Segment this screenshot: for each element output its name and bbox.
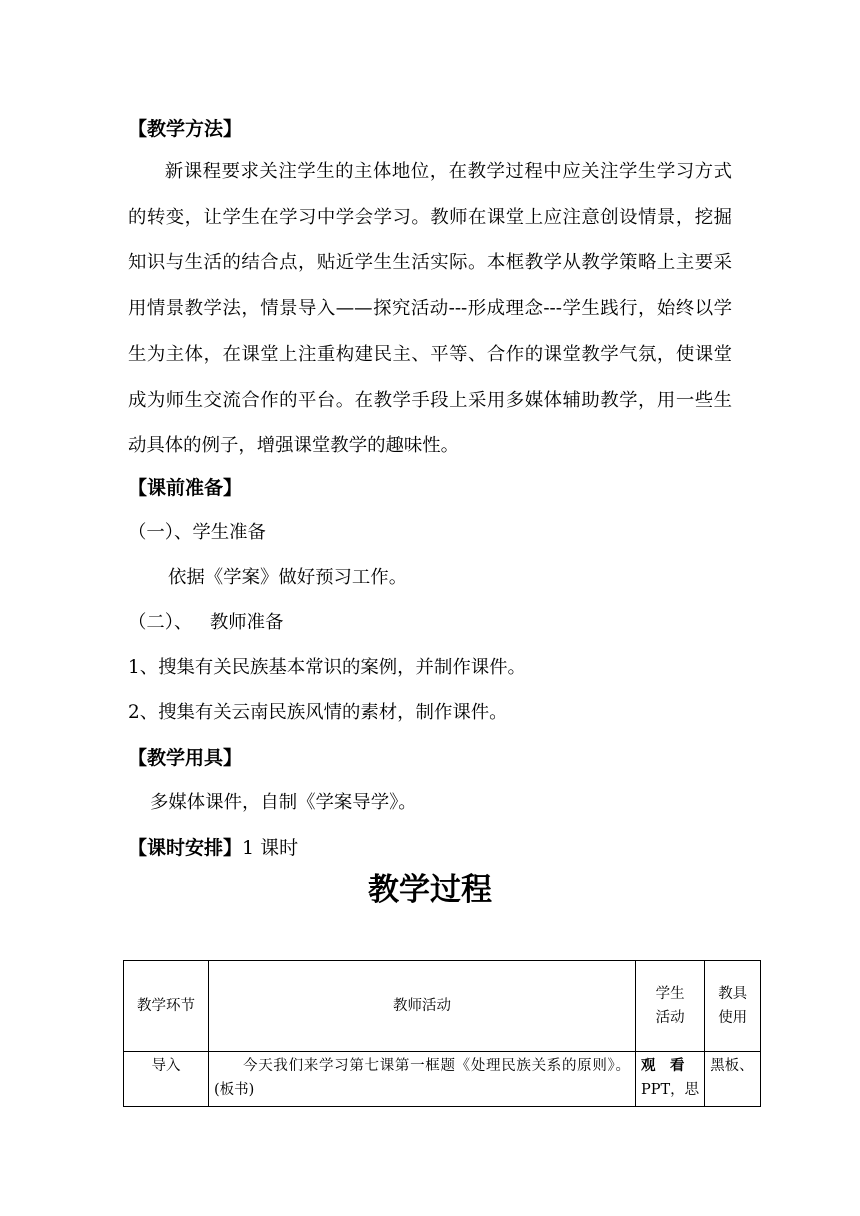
header-stage: 教学环节 (124, 961, 209, 1052)
schedule-text: 1 课时 (242, 837, 299, 859)
schedule-heading: 【课时安排】 (128, 837, 243, 859)
teaching-process-table (123, 960, 761, 1107)
row-teacher-activity-text: 今天我们来学习第七课第一框题《处理民族关系的原则》。(板书) (214, 1058, 630, 1098)
row-student-activity-block (636, 1052, 704, 1104)
teaching-method-heading: 【教学方法】 (128, 118, 243, 140)
row-student-activity-line1: 观 看 (641, 1057, 685, 1074)
teacher-prep-item-2: 2、搜集有关云南民族风情的素材，制作课件。 (128, 702, 508, 723)
teaching-method-paragraph: 新课程要求关注学生的主体地位，在教学过程中应关注学生学习方式的转变，让学生在学习中学会学习。教师在课堂上应注意创设情景，挖掘知识与生活的结合点，贴近学生生活实际。本框教学从教学策略上主要采用情景教学法，情景导入——探究活动---形成理念---学生践行，始终以学生为主体，在课堂上注重构建民主、平等、合作的课堂教学气氛，使课堂成为师生交流合作的平台。在教学手段上采用多媒体辅助教学，用一些生动具体的例子，增强课堂教学的趣味性。 (128, 161, 732, 457)
teaching-tools-heading: 【教学用具】 (128, 747, 243, 769)
header-student-activity (636, 961, 705, 1052)
row-tools-used-text: 黑板、 (710, 1058, 754, 1074)
table-header-row (124, 961, 761, 1052)
student-prep-title: （一）、学生准备 (128, 522, 266, 543)
process-title: 教学过程 (368, 872, 492, 908)
schedule-line (128, 835, 298, 861)
row-tools-used (705, 1052, 761, 1107)
header-tools-used-text: 教具使用 (718, 986, 748, 1026)
row-stage-text: 导入 (151, 1058, 181, 1074)
row-stage (124, 1052, 209, 1107)
header-teacher-activity: 教师活动 (209, 961, 636, 1052)
header-student-activity-text: 学生活动 (655, 986, 685, 1026)
student-prep-text: 依据《学案》做好预习工作。 (168, 567, 408, 588)
class-prep-heading: 【课前准备】 (128, 477, 243, 499)
teacher-prep-title: （二）、 教师准备 (128, 612, 284, 633)
row-student-activity-line2: PPT，思 (641, 1082, 700, 1098)
table-row (124, 1052, 761, 1107)
row-teacher-activity (209, 1052, 636, 1107)
teaching-tools-text: 多媒体课件，自制《学案导学》。 (150, 792, 417, 813)
row-student-activity (636, 1052, 705, 1107)
teacher-prep-item-1: 1、搜集有关民族基本常识的案例，并制作课件。 (128, 657, 526, 678)
header-tools-used (705, 961, 761, 1052)
